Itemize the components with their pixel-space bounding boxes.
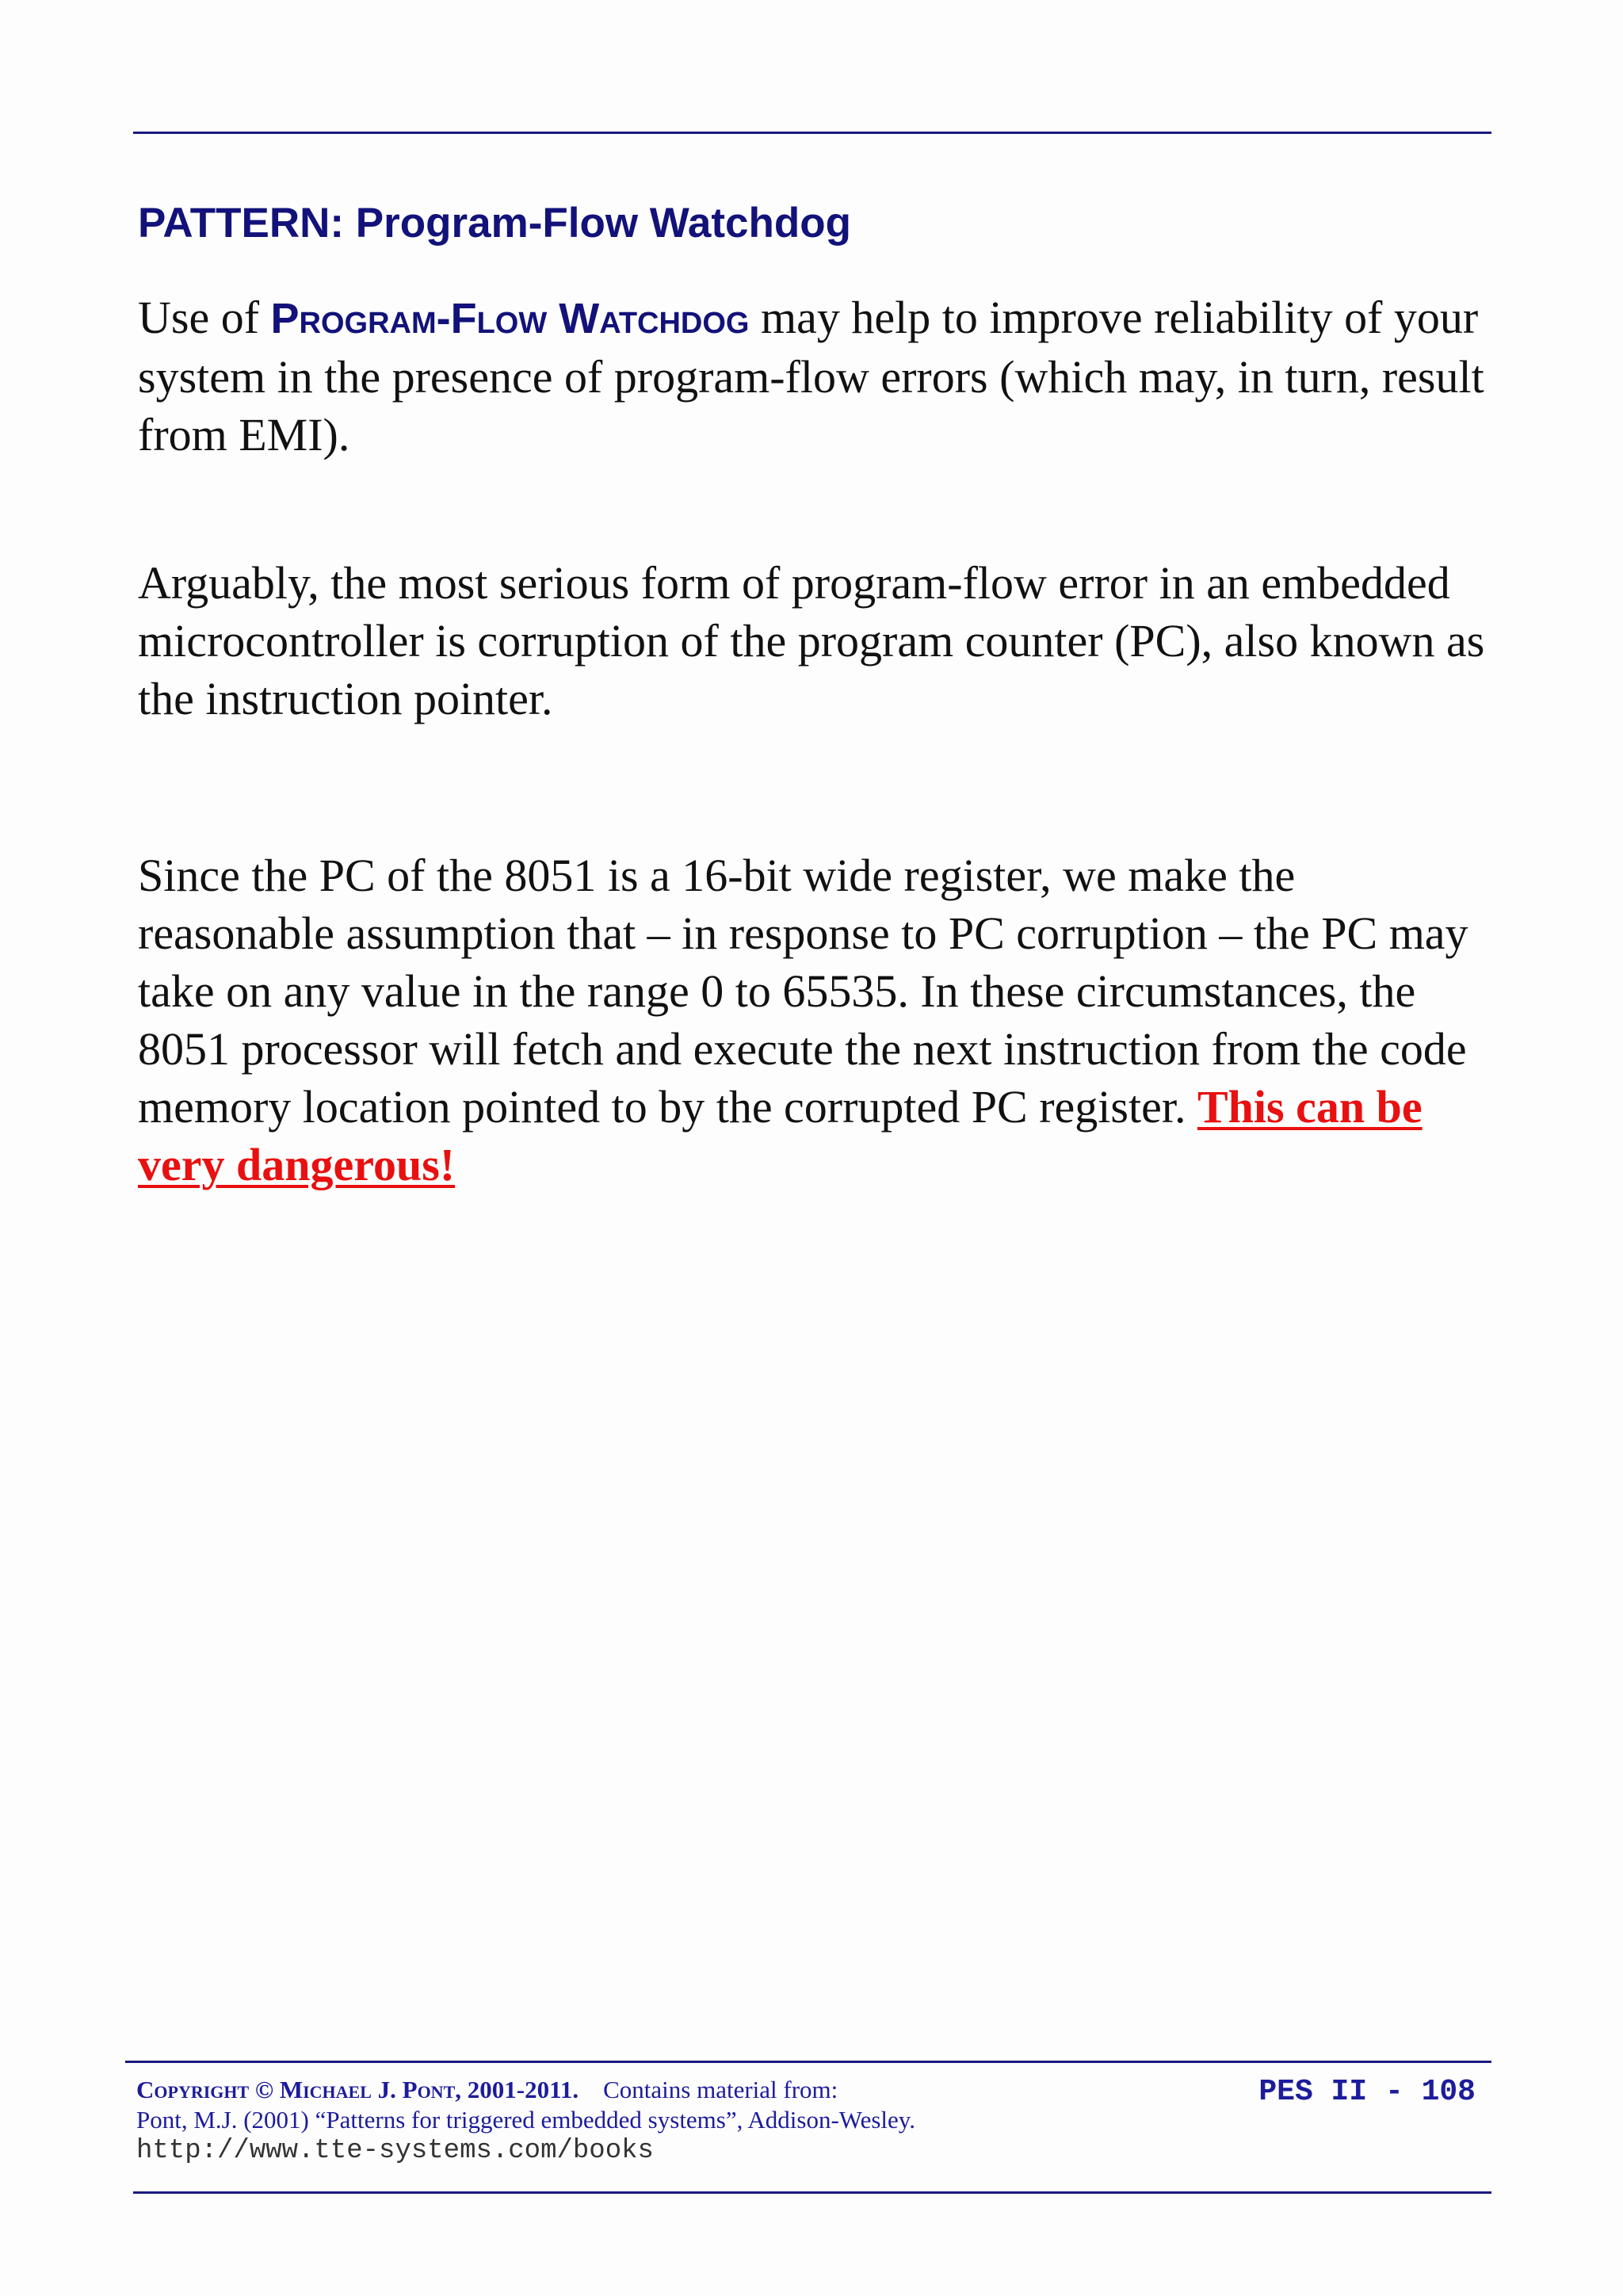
footer-url: http://www.tte-systems.com/books — [136, 2136, 654, 2166]
page-number: PES II - 108 — [1258, 2075, 1476, 2109]
paragraph-8051-text: Since the PC of the 8051 is a 16-bit wide register, we make the reasonable assumption that – in response to PC corruption – the PC may take on any value in the range 0 to 65535. In these circumstances, the 8051 processor will fetch and execute the next instruction from the code memory location pointed to by the corrupted PC register. — [138, 849, 1468, 1133]
citation: Pont, M.J. (2001) “Patterns for triggered embedded systems”, Addison-Wesley. — [136, 2106, 916, 2134]
footer-rule-top — [125, 2061, 1491, 2063]
contains-material-label: Contains material from: — [603, 2076, 838, 2103]
paragraph-intro-end: may help to improve reliability of your system in the presence of program-flow errors (which may, in turn, result from EMI). — [138, 291, 1484, 460]
copyright-notice: Copyright © Michael J. Pont, 2001-2011. — [136, 2076, 579, 2103]
footer — [136, 2075, 1484, 2186]
slide-content — [138, 198, 1501, 1194]
paragraph-intro — [138, 288, 1501, 464]
page-title: PATTERN: Program-Flow Watchdog — [138, 200, 851, 246]
paragraph-intro-start: Use of — [138, 291, 271, 343]
footer-rule-bottom — [133, 2191, 1491, 2194]
pattern-name: Program-Flow Watchdog — [270, 294, 750, 342]
warning-text: This can be very dangerous! — [138, 1080, 1423, 1190]
top-rule — [133, 132, 1491, 134]
paragraph-pc-corruption: Arguably, the most serious form of program-flow error in an embedded microcontroller is corruption of the program counter (PC), also known as the instruction pointer. — [138, 556, 1485, 724]
paragraph-8051 — [138, 846, 1501, 1194]
